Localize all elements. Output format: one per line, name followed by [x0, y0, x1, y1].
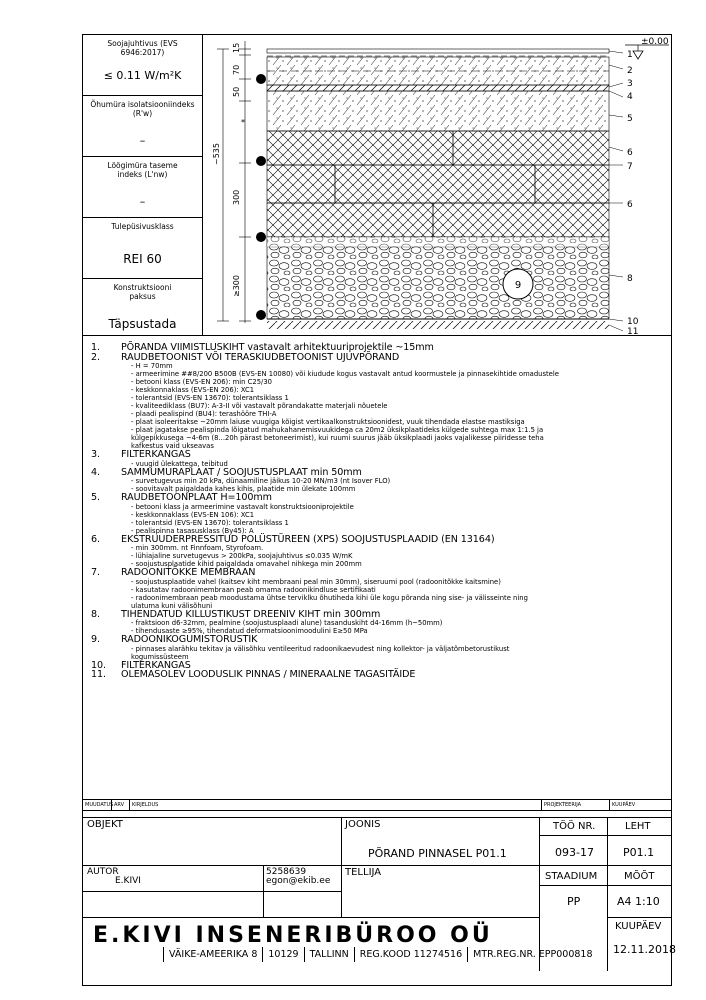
address-part: REG.KOOD 11274516 [354, 947, 467, 962]
rev-kuupaev: KUUPÄEV [612, 802, 636, 808]
autor-label: AUTOR [87, 867, 119, 877]
note-sub-item: külgepikkusega ~4-6m (8...20h pärast betoneerimist), kui ruumi suurus jääb üksikplaadi jaoks vajalikesse piiridesse teha [131, 434, 544, 442]
layer-label-6b: 6 [627, 200, 633, 210]
layer-label-5: 5 [627, 114, 633, 124]
kuupaev-value: 12.11.2018 [613, 943, 676, 956]
note-sub-item: - keskkonnaklass (EVS-EN 106): XC1 [131, 510, 255, 519]
fire-cell [83, 218, 202, 279]
note-item [89, 568, 669, 578]
thickness-label: Konstruktsiooni paksus [113, 283, 172, 301]
too-nr-value: 093-17 [555, 846, 594, 859]
note-sub-item: - pealispinna tasasusklass (By45): A [131, 526, 254, 535]
note-sub-item: - tihendusaste ≥95%, tihendatud deformatsioonimoodulini E≥50 MPa [131, 627, 368, 635]
note-sub-item: - survetugevus min 20 kPa, dünaamiline jäikus 10-20 MN/m3 (nt Isover FLO) [131, 477, 391, 485]
airborne-cell [83, 96, 202, 157]
note-item [89, 493, 669, 503]
note-item [89, 468, 669, 478]
objekt-label: OBJEKT [87, 819, 123, 830]
thickness-cell [83, 279, 202, 335]
note-title: OLEMASOLEV LOODUSLIK PINNAS / MINERAALNE TAGASITÄIDE [121, 669, 416, 680]
layer-label-4: 4 [627, 92, 633, 102]
dim-70: 70 [232, 64, 241, 75]
note-sub-item: - soojustusplaatide kihid paigaldada omavahel nihkega min 200mm [131, 560, 362, 568]
note-number: 1. [91, 342, 100, 353]
note-sub-item: - vuugid ülekattega, teibitud [131, 459, 228, 468]
drawing-sheet [82, 34, 676, 986]
address-part: MTR.REG.NR. EPP000818 [467, 947, 597, 962]
note-sub-item: kogumissüsteem [131, 652, 189, 661]
drawing-divider [83, 335, 671, 336]
note-number: 7. [91, 567, 100, 578]
note-sub-item: - radoonimembraan peab moodustama ühtse terviklku õhutiheda kihi üle kogu põranda ning sise- ja välisseinte ning [131, 593, 528, 602]
layer-label-8: 8 [627, 274, 633, 284]
note-sub-item: - lühiajaline survetugevus > 200kPa, soojajuhtivus ≤0.035 W/mK [131, 552, 353, 560]
leht-value: P01.1 [623, 846, 655, 859]
note-sub-item: - tolerantsid (EVS-EN 13670): tolerantsiklass 1 [131, 394, 289, 402]
note-title: EKSTRUUDERPRESSITUD POLÜSTÜREEN (XPS) SOOJUSTUSPLAADID (EN 13164) [121, 533, 495, 545]
dim-535: ~535 [212, 143, 221, 165]
note-title: RADOONIKOGUMISTORUSTIK [121, 634, 258, 645]
thermal-value: ≤ 0.11 W/m²K [103, 69, 182, 82]
note-number: 5. [91, 492, 100, 503]
impact-cell [83, 157, 202, 218]
circle-label: 9 [514, 280, 522, 291]
note-sub-item: - soojustusplaatide vahel (kaitsev kiht membraani peal min 30mm), siseruumi pool (radoonitõkke kaitsmine) [131, 577, 501, 586]
floor-section-drawing [203, 35, 673, 335]
layer-label-6a: 6 [627, 148, 633, 158]
dim-50: 50 [232, 86, 241, 97]
joonis-value: PÕRAND PINNASEL P01.1 [368, 847, 507, 860]
properties-column [83, 35, 203, 335]
note-number: 4. [91, 466, 100, 478]
layer-label-11: 11 [627, 327, 639, 335]
joonis-label: JOONIS [345, 819, 381, 830]
note-sub-item: - plaat isoleeritakse ~20mm laiuse vuugiga kõigist vertikaalkonstruktsioonidest, vuuk tihendada elastse mastiksiga [131, 418, 525, 426]
note-number: 2. [91, 351, 100, 363]
note-title: FILTERKANGAS [121, 449, 191, 460]
note-number: 8. [91, 608, 100, 620]
note-number: 6. [91, 533, 100, 545]
dim-300-min: ≥300 [232, 275, 241, 297]
thermal-cell [83, 35, 202, 96]
note-sub-item: - fraktsioon d6-32mm, pealmine (soojustusplaadi alune) tasanduskiht d4-16mm (h~50mm) [131, 619, 443, 627]
moot-label: MÕÕT [624, 871, 655, 882]
layer-label-10: 10 [627, 317, 639, 327]
phone: 5258639 [266, 867, 307, 877]
note-sub-item: - armeerimine ##8/200 B500B (EVS-EN 10080) või kiudude kogus vastavalt antud koormustele ja pinnasekihtide omadustele [131, 370, 559, 378]
layer-label-7: 7 [627, 162, 633, 172]
company-address [163, 949, 598, 967]
note-item [89, 670, 669, 680]
note-title: RAUDBETOONIST VÕI TERASKIUDBETOONIST UJUVPÕRAND [121, 351, 400, 363]
dim-15: 15 [232, 42, 241, 53]
tellija-label: TELLIJA [345, 867, 382, 878]
note-item [89, 535, 669, 545]
note-sub-item: - betooni klass (EVS-EN 206): min C25/30 [131, 378, 272, 386]
note-sub-item: - plaadi pealispind (BU4): terashööre THI-A [131, 410, 277, 418]
airborne-label: Õhumüra isolatsiooniindeks (R'w) [90, 100, 195, 118]
note-sub-item: - keskkonnaklass (EVS-EN 206): XC1 [131, 386, 255, 394]
note-number: 10. [91, 659, 106, 671]
note-sub-item: - betooni klass ja armeerimine vastavalt konstruktsiooniprojektile [131, 502, 354, 511]
rev-muudatus: MUUDATUS [85, 802, 114, 808]
note-title: TIHENDATUD KILLUSTIKUST DREENIV KIHT min 300mm [121, 608, 381, 620]
note-item [89, 353, 669, 363]
impact-label: Löögimüra taseme indeks (L'nw) [107, 161, 178, 179]
note-title: RAUDBETOONPLAAT H=100mm [121, 492, 272, 503]
note-sub-item: - soovitavalt paigaldada kahes kihis, plaatide min ülekate 100mm [131, 485, 356, 493]
airborne-value: – [139, 134, 146, 147]
too-nr-label: TÖÖ NR. [553, 821, 596, 832]
note-title: SAMMUMURAPLAAT / SOOJUSTUSPLAAT min 50mm [121, 466, 362, 478]
company-name: E.KIVI INSENERIBÜROO OÜ [93, 923, 493, 948]
note-number: 11. [91, 669, 106, 680]
layer-label-2: 2 [627, 66, 633, 76]
note-sub-item: - plaat jagatakse pealispinda lõigatud mahukahanemisvuukidega ca 20m2 üksikplaatideks külgede suhtega max 1:1.5 ja [131, 426, 544, 434]
note-sub-item: kafkestus vaid ukseavas [131, 442, 214, 450]
impact-value: – [139, 195, 146, 208]
dim-star: * [241, 118, 245, 127]
kuupaev-label: KUUPÄEV [615, 921, 662, 932]
note-sub-item: - kasutatav radoonimembraan peab omama radoonikindluse sertifikaati [131, 585, 376, 594]
address-part: VÄIKE-AMEERIKA 8 [163, 947, 262, 962]
note-sub-item: ulatuma kuni välisõhuni [131, 601, 213, 610]
note-title: PÕRANDA VIIMISTLUSKIHT vastavalt arhitektuuriprojektile ~15mm [121, 342, 434, 353]
notes-list [89, 343, 669, 680]
note-title: RADOONITÕKKE MEMBRAAN [121, 567, 256, 578]
level-label: ±0.00 [641, 37, 669, 47]
staadium-label: STAADIUM [545, 871, 598, 882]
staadium-value: PP [567, 895, 581, 908]
layer-label-3: 3 [627, 79, 633, 89]
note-sub-item: - H = 70mm [131, 362, 173, 370]
note-sub-item: - tolerantsid (EVS-EN 13670): tolerantsiklass 1 [131, 518, 289, 527]
note-item [89, 450, 669, 460]
address-part: 10129 [262, 947, 303, 962]
thermal-label: Soojajuhtivus (EVS 6946:2017) [107, 39, 178, 57]
note-sub-item: - pinnases alarähku tekitav ja välisõhku ventileeritud radoonikaevudest ning kollektor- ja väljatõmbetorustikust [131, 644, 510, 653]
layer-label-1: 1 [627, 50, 633, 60]
note-title: FILTERKANGAS [121, 659, 191, 671]
leht-label: LEHT [625, 821, 651, 832]
note-item [89, 610, 669, 620]
note-number: 9. [91, 634, 100, 645]
email: egon@ekib.ee [266, 876, 331, 886]
rev-projekteerija: PROJEKTEERIJA [544, 802, 582, 808]
moot-value: A4 1:10 [617, 895, 660, 908]
note-number: 3. [91, 449, 100, 460]
note-sub-item: - kvaliteediklass (BU7): A-3-II või vastavalt põrandakatte materjali nõuetele [131, 402, 388, 410]
note-item [89, 635, 669, 645]
autor-value: E.KIVI [115, 876, 141, 886]
dim-300: 300 [232, 189, 241, 205]
address-part: TALLINN [304, 947, 354, 962]
thickness-value: Täpsustada [108, 317, 177, 331]
rev-arv: ARV [114, 802, 125, 808]
fire-label: Tulepüsivusklass [111, 222, 174, 231]
note-sub-item: - min 300mm. nt Finnfoam, Styrofoam. [131, 544, 264, 552]
rev-kirjeldus: KIRJELDUS [132, 802, 159, 808]
fire-value: REI 60 [123, 252, 162, 266]
